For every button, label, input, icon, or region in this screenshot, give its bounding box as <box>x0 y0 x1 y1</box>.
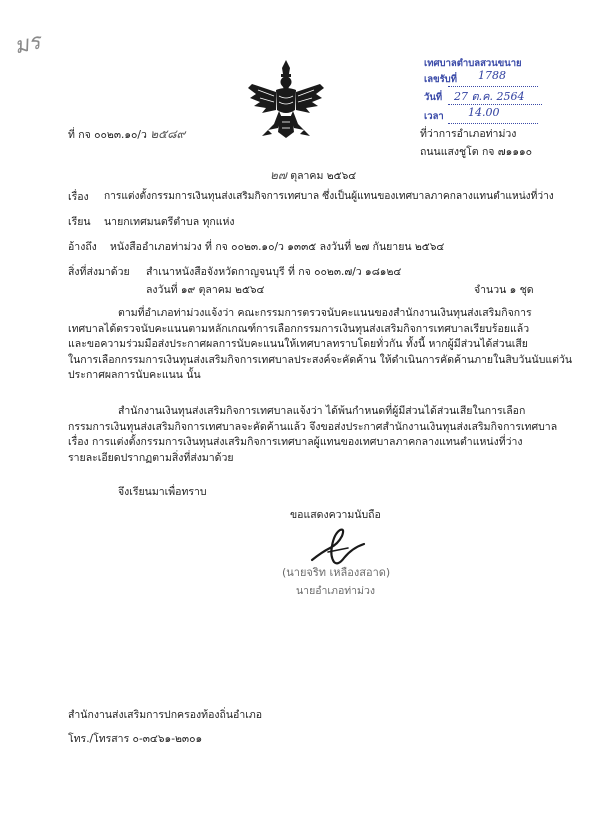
paragraph-line: ตามที่อำเภอท่าม่วงแจ้งว่า คณะกรรมการตรวจนับคะแนนของสำนักงานเงินทุนส่งเสริมกิจการ <box>118 307 532 319</box>
garuda-emblem-icon <box>246 58 326 140</box>
footer-office: สำนักงานส่งเสริมการปกครองท้องถิ่นอำเภอ <box>68 709 263 721</box>
to-text: นายกเทศมนตรีตำบล ทุกแห่ง <box>104 216 235 228</box>
stamp-org: เทศบาลตำบลสวนขนาย <box>424 58 522 69</box>
handwritten-signature <box>308 522 378 568</box>
doc-number-handwritten: ๒๕๘๙ <box>150 127 186 141</box>
paragraph-line: เรื่อง การแต่งตั้งกรรมการเงินทุนส่งเสริมกิจการเทศบาลผู้แทนของเทศบาลภาคกลางแทนตำแหน่งที่ว่าง <box>68 436 523 449</box>
paragraph-line: ประกาศผลการนับคะแนน นั้น <box>68 369 201 382</box>
date-day-handwritten: ๒๗ <box>270 168 287 182</box>
doc-number <box>68 127 185 142</box>
signer-position: นายอำเภอท่าม่วง <box>296 585 376 597</box>
footer-phone: โทร./โทรสาร ๐-๓๔๖๑-๒๓๐๑ <box>68 733 203 745</box>
doc-number-prefix: ที่ กจ ๐๐๒๓.๑๐/ว <box>68 129 147 141</box>
stamp-date-value: 27 ต.ค. 2564 <box>454 90 525 103</box>
enclosure-line-2: ลงวันที่ ๑๙ ตุลาคม ๒๕๖๔ <box>146 284 265 296</box>
stamp-date-label: วันที่ <box>424 92 443 103</box>
paragraph-line: และขอความร่วมมือส่งประกาศผลการนับคะแนนให้เทศบาลทราบโดยทั่วกัน ทั้งนี้ หากผู้มีส่วนได้ส่วนเสีย <box>68 338 528 351</box>
enclosure-count: จำนวน ๑ ชุด <box>474 284 534 296</box>
subject-text: การแต่งตั้งกรรมการเงินทุนส่งเสริมกิจการเทศบาล ซึ่งเป็นผู้แทนของเทศบาลภาคกลางแทนตำแหน่งที่ว่าง <box>104 191 554 202</box>
issuer-line-1: ที่ว่าการอำเภอท่าม่วง <box>420 128 517 140</box>
to-label: เรียน <box>68 216 91 228</box>
paragraph-line: กรรมการเงินทุนส่งเสริมกิจการเทศบาลจะคัดค้านแล้ว จึงขอส่งประกาศสำนักงานเงินทุนส่งเสริมกิจการเทศบาล <box>68 420 558 433</box>
margin-note: มร <box>11 29 43 60</box>
regards-text: ขอแสดงความนับถือ <box>290 509 381 521</box>
paragraph-line: รายละเอียดปรากฏตามสิ่งที่ส่งมาด้วย <box>68 451 234 464</box>
closing-text: จึงเรียนมาเพื่อทราบ <box>118 486 207 498</box>
letter-date <box>270 168 356 183</box>
body-paragraph-2 <box>68 404 558 466</box>
signer-name: (นายจริท เหลืองสอาด) <box>282 566 391 579</box>
paragraph-line: ในการเลือกกรรมการเงินทุนส่งเสริมกิจการเทศบาลประสงค์จะคัดค้าน ให้ดำเนินการคัดค้านภายในสิบวันนับแต่วัน <box>68 353 573 366</box>
paragraph-line: เทศบาลได้ตรวจนับคะแนนตามหลักเกณฑ์การเลือกกรรมการเงินทุนส่งเสริมกิจการเทศบาลเรียบร้อยแล้ว <box>68 322 530 335</box>
date-month-year: ตุลาคม ๒๕๖๔ <box>290 170 357 182</box>
subject-label: เรื่อง <box>68 191 89 203</box>
stamp-time-value: 14.00 <box>468 106 500 119</box>
stamp-time-label: เวลา <box>424 111 444 122</box>
enclosure-label: สิ่งที่ส่งมาด้วย <box>68 266 130 278</box>
ref-label: อ้างถึง <box>68 241 97 253</box>
stamp-recv-value: 1788 <box>478 69 506 82</box>
stamp-recv-label: เลขรับที่ <box>424 74 457 85</box>
paragraph-line: สำนักงานเงินทุนส่งเสริมกิจการเทศบาลแจ้งว่า ได้พ้นกำหนดที่ผู้มีส่วนได้ส่วนเสียในการเลือก <box>118 405 526 417</box>
body-paragraph-1 <box>68 306 573 384</box>
issuer-line-2: ถนนแสงชูโต กจ ๗๑๑๑๐ <box>420 146 533 158</box>
enclosure-line-1: สำเนาหนังสือจังหวัดกาญจนบุรี ที่ กจ ๐๐๒๓.๗/ว ๑๘๑๒๔ <box>146 266 402 278</box>
ref-text: หนังสืออำเภอท่าม่วง ที่ กจ ๐๐๒๓.๑๐/ว ๑๓๓๕ ลงวันที่ ๒๗ กันยายน ๒๕๖๔ <box>110 241 445 253</box>
